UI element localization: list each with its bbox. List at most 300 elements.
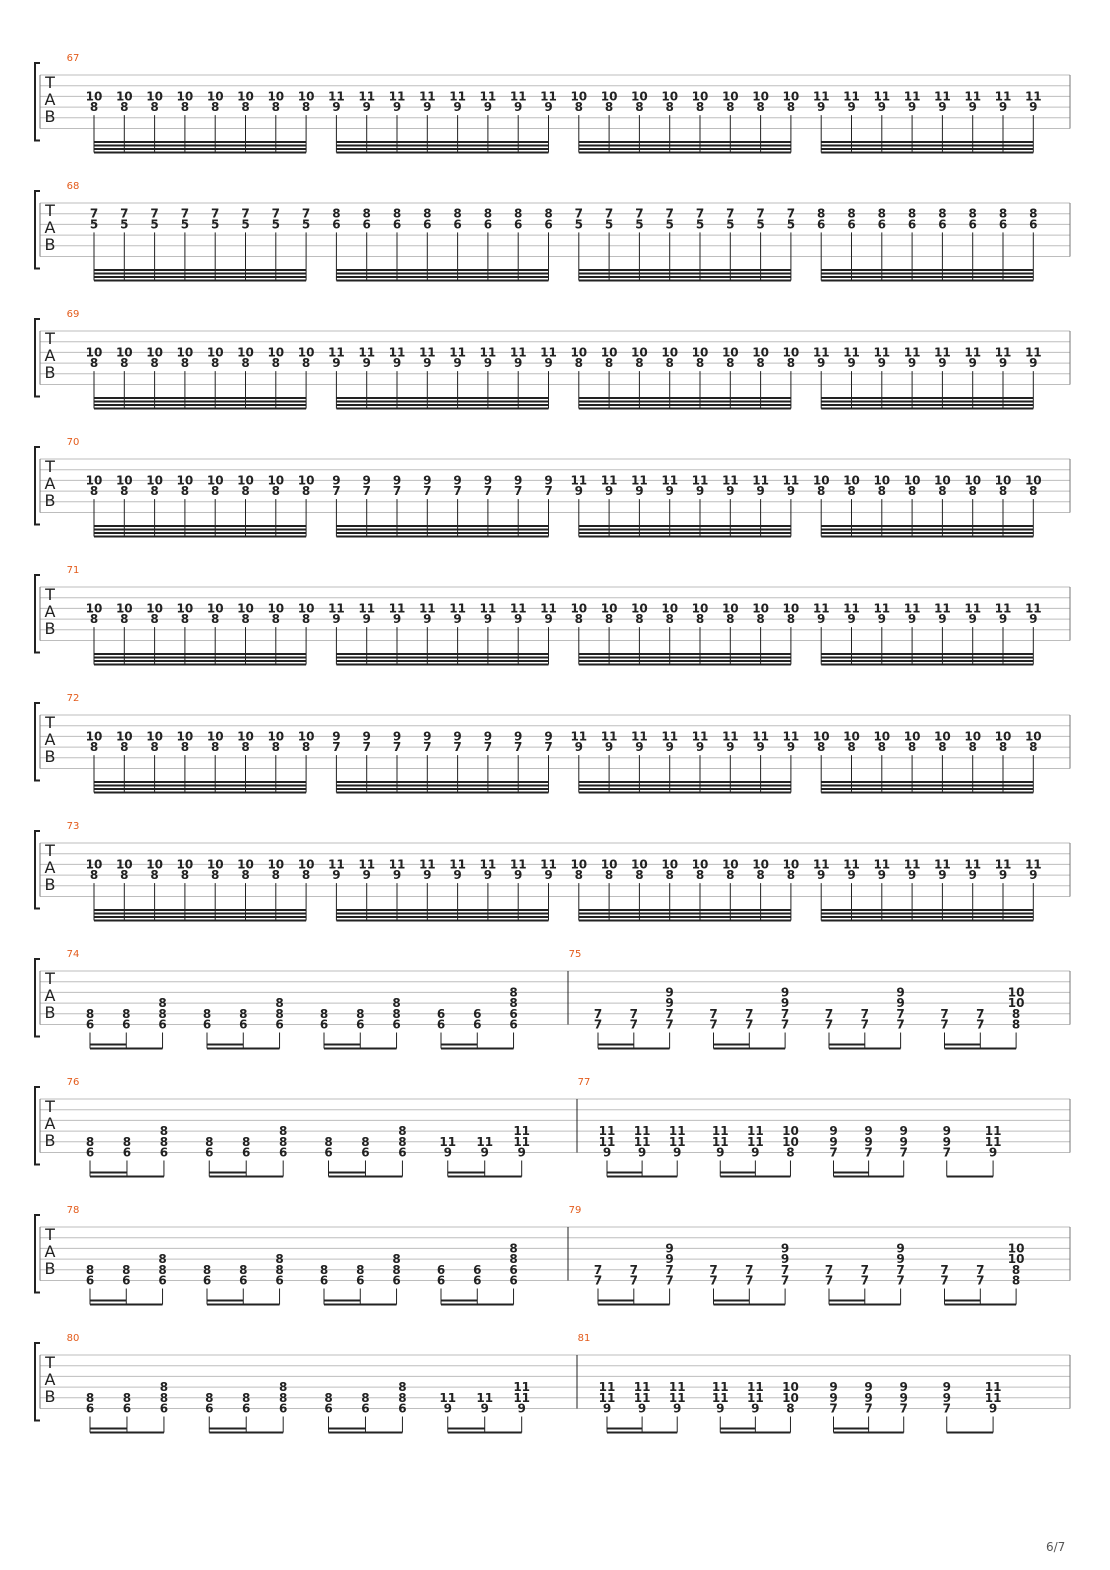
fret-number: 11 (1024, 89, 1042, 104)
fret-number: 9 (998, 612, 1008, 627)
fret-number: 9 (907, 356, 917, 371)
fret-number: 10 (782, 1124, 799, 1139)
fret-number: 8 (180, 484, 190, 499)
fret-number: 9 (847, 356, 856, 371)
fret-number: 9 (899, 1124, 908, 1139)
fret-number: 10 (631, 89, 648, 104)
fret-number: 9 (423, 612, 432, 627)
fret-number: 7 (593, 1006, 603, 1021)
fret-number: 8 (1011, 1017, 1021, 1032)
fret-number: 9 (847, 868, 856, 883)
fret-number: 8 (211, 100, 220, 115)
fret-number: 10 (752, 89, 769, 104)
fret-number: 11 (1024, 345, 1042, 360)
fret-number: 11 (418, 89, 436, 104)
fret-number: 8 (756, 868, 765, 883)
fret-number: 11 (358, 345, 376, 360)
fret-number: 9 (864, 1380, 873, 1395)
fret-number: 11 (873, 345, 891, 360)
fret-number: 10 (176, 89, 194, 104)
tab-clef-t: T (45, 713, 55, 732)
fret-number: 7 (896, 1017, 905, 1032)
fret-number: 6 (122, 1145, 132, 1160)
fret-number: 11 (782, 473, 800, 488)
fret-number: 10 (600, 345, 618, 360)
fret-number: 10 (691, 601, 709, 616)
fret-number: 8 (356, 1262, 365, 1277)
fret-number: 10 (964, 729, 982, 744)
fret-number: 6 (122, 1273, 131, 1288)
fret-number: 8 (150, 740, 159, 755)
fret-number: 10 (85, 89, 103, 104)
fret-number: 11 (747, 1124, 764, 1139)
fret-number: 9 (988, 1145, 998, 1160)
fret-number: 10 (267, 857, 285, 872)
fret-number: 8 (604, 868, 614, 883)
fret-number: 8 (635, 612, 644, 627)
fret-number: 8 (907, 740, 917, 755)
fret-number: 10 (934, 729, 951, 744)
fret-number: 9 (483, 868, 493, 883)
fret-number: 8 (398, 1390, 407, 1405)
fret-number: 7 (824, 1262, 834, 1277)
fret-number: 8 (362, 206, 371, 221)
fret-number: 8 (85, 1390, 95, 1405)
fret-number: 8 (938, 206, 947, 221)
fret-number: 8 (786, 356, 796, 371)
fret-number: 8 (202, 1006, 212, 1021)
fret-number: 8 (398, 1380, 407, 1395)
fret-number: 7 (824, 1006, 834, 1021)
fret-number: 11 (633, 1390, 651, 1405)
fret-number: 8 (242, 1134, 251, 1149)
fret-number: 8 (319, 1006, 329, 1021)
fret-number: 7 (976, 1262, 985, 1277)
fret-number: 8 (1011, 1006, 1021, 1021)
fret-number: 8 (239, 1262, 248, 1277)
fret-number: 6 (473, 1017, 482, 1032)
fret-number: 8 (150, 356, 159, 371)
page-number: 6/7 (1046, 1540, 1066, 1554)
fret-number: 9 (998, 356, 1008, 371)
fret-number: 8 (574, 356, 583, 371)
fret-number: 9 (423, 868, 432, 883)
tab-clef-b: B (44, 619, 56, 638)
fret-number: 11 (964, 601, 982, 616)
fret-number: 8 (211, 484, 220, 499)
fret-number: 9 (453, 868, 462, 883)
fret-number: 5 (786, 217, 796, 232)
fret-number: 9 (864, 1124, 873, 1139)
fret-number: 9 (423, 100, 432, 115)
fret-number: 8 (271, 484, 280, 499)
tab-clef-b: B (44, 747, 56, 766)
fret-number: 9 (907, 868, 917, 883)
fret-number: 9 (443, 1145, 452, 1160)
fret-number: 8 (392, 206, 402, 221)
fret-number: 7 (514, 740, 523, 755)
fret-number: 8 (241, 612, 250, 627)
fret-number: 10 (903, 473, 921, 488)
fret-number: 10 (267, 473, 285, 488)
fret-number: 6 (205, 1401, 214, 1416)
fret-number: 8 (423, 206, 432, 221)
tab-clef-t: T (45, 1097, 55, 1116)
fret-number: 11 (843, 345, 860, 360)
fret-number: 8 (907, 484, 917, 499)
fret-number: 10 (297, 729, 315, 744)
fret-number: 8 (938, 740, 947, 755)
fret-number: 10 (85, 729, 103, 744)
fret-number: 11 (691, 729, 709, 744)
tab-clef-b: B (44, 363, 56, 382)
fret-number: 6 (423, 217, 432, 232)
fret-number: 7 (709, 1262, 718, 1277)
fret-number: 7 (180, 206, 190, 221)
fret-number: 11 (711, 1134, 729, 1149)
tab-clef-t: T (45, 329, 55, 348)
fret-number: 10 (297, 89, 315, 104)
fret-number: 10 (297, 601, 315, 616)
fret-number: 11 (328, 89, 345, 104)
fret-number: 11 (903, 601, 921, 616)
tab-clef-t: T (45, 457, 55, 476)
fret-number: 6 (85, 1401, 95, 1416)
fret-number: 10 (843, 729, 860, 744)
fret-number: 11 (994, 345, 1012, 360)
fret-number: 10 (873, 729, 891, 744)
fret-number: 11 (513, 1134, 531, 1149)
fret-number: 9 (695, 484, 705, 499)
fret-number: 9 (574, 740, 583, 755)
fret-number: 6 (279, 1401, 288, 1416)
fret-number: 7 (483, 740, 493, 755)
fret-number: 9 (1029, 868, 1038, 883)
fret-number: 11 (903, 89, 921, 104)
fret-number: 8 (574, 100, 583, 115)
fret-number: 9 (544, 473, 553, 488)
fret-number: 11 (984, 1134, 1002, 1149)
fret-number: 9 (665, 985, 674, 1000)
fret-number: 11 (994, 601, 1012, 616)
fret-number: 9 (665, 740, 674, 755)
fret-number: 6 (275, 1273, 284, 1288)
fret-number: 8 (635, 356, 644, 371)
fret-number: 7 (574, 206, 583, 221)
fret-number: 9 (726, 484, 735, 499)
fret-number: 8 (89, 740, 99, 755)
fret-number: 7 (665, 1262, 674, 1277)
fret-number: 9 (968, 868, 977, 883)
fret-number: 7 (780, 1017, 790, 1032)
fret-number: 8 (453, 206, 462, 221)
fret-number: 8 (726, 356, 735, 371)
measure-number: 81 (577, 1333, 591, 1344)
fret-number: 10 (115, 857, 133, 872)
fret-number: 7 (940, 1006, 949, 1021)
fret-number: 8 (211, 740, 220, 755)
fret-number: 10 (570, 89, 588, 104)
fret-number: 5 (635, 217, 644, 232)
fret-number: 6 (319, 1017, 329, 1032)
fret-number: 11 (631, 729, 648, 744)
fret-number: 7 (423, 740, 432, 755)
fret-number: 8 (604, 100, 614, 115)
fret-number: 11 (570, 729, 588, 744)
fret-number: 10 (782, 345, 800, 360)
fret-number: 11 (509, 89, 527, 104)
fret-number: 9 (847, 612, 856, 627)
fret-number: 6 (205, 1145, 214, 1160)
fret-number: 8 (180, 356, 190, 371)
fret-number: 8 (726, 100, 735, 115)
fret-number: 8 (877, 206, 886, 221)
fret-number: 9 (1029, 100, 1038, 115)
fret-number: 7 (709, 1006, 718, 1021)
fret-number: 7 (392, 484, 402, 499)
fret-number: 11 (328, 857, 345, 872)
fret-number: 6 (122, 1401, 132, 1416)
fret-number: 5 (180, 217, 190, 232)
fret-number: 8 (332, 206, 341, 221)
fret-number: 8 (158, 996, 167, 1011)
fret-number: 11 (633, 1124, 651, 1139)
fret-number: 8 (665, 868, 674, 883)
fret-number: 11 (934, 857, 951, 872)
fret-number: 9 (604, 740, 614, 755)
fret-number: 8 (301, 356, 311, 371)
fret-number: 9 (332, 868, 341, 883)
fret-number: 9 (453, 356, 462, 371)
fret-number: 9 (544, 100, 553, 115)
fret-number: 8 (1011, 1273, 1021, 1288)
fret-number: 7 (604, 206, 614, 221)
measure-number: 70 (66, 437, 80, 448)
measure-number: 74 (66, 949, 80, 960)
fret-number: 7 (864, 1401, 873, 1416)
fret-number: 7 (665, 1017, 674, 1032)
fret-number: 11 (479, 857, 497, 872)
fret-number: 9 (1029, 356, 1038, 371)
fret-number: 11 (711, 1124, 729, 1139)
fret-number: 7 (241, 206, 250, 221)
fret-number: 7 (896, 1262, 905, 1277)
fret-number: 10 (631, 345, 648, 360)
fret-number: 11 (513, 1390, 531, 1405)
fret-number: 8 (180, 740, 190, 755)
fret-number: 8 (202, 1262, 212, 1277)
fret-number: 9 (637, 1145, 647, 1160)
fret-number: 6 (122, 1017, 131, 1032)
fret-number: 9 (362, 729, 371, 744)
fret-number: 8 (786, 1401, 795, 1416)
fret-number: 6 (938, 217, 947, 232)
fret-number: 7 (829, 1145, 838, 1160)
fret-number: 6 (332, 217, 341, 232)
fret-number: 11 (747, 1380, 764, 1395)
fret-number: 6 (362, 217, 371, 232)
fret-number: 10 (206, 857, 224, 872)
fret-number: 7 (120, 206, 129, 221)
fret-number: 10 (237, 473, 254, 488)
fret-number: 7 (942, 1145, 951, 1160)
fret-number: 8 (356, 1006, 365, 1021)
fret-number: 9 (877, 100, 886, 115)
fret-number: 10 (721, 857, 739, 872)
fret-number: 8 (1011, 1262, 1021, 1277)
fret-number: 11 (711, 1380, 729, 1395)
fret-number: 9 (332, 356, 341, 371)
fret-number: 8 (786, 100, 796, 115)
tab-clef-t: T (45, 73, 55, 92)
fret-number: 9 (483, 729, 493, 744)
fret-number: 10 (721, 89, 739, 104)
fret-number: 9 (817, 612, 826, 627)
tab-clef-b: B (44, 875, 56, 894)
fret-number: 8 (242, 1390, 251, 1405)
fret-number: 10 (115, 729, 133, 744)
fret-number: 8 (665, 612, 674, 627)
fret-number: 8 (122, 1390, 132, 1405)
fret-number: 8 (275, 1006, 284, 1021)
system-bracket (35, 1087, 40, 1165)
fret-number: 6 (392, 1273, 401, 1288)
fret-number: 10 (267, 601, 285, 616)
fret-number: 9 (938, 612, 947, 627)
fret-number: 11 (903, 345, 921, 360)
fret-number: 6 (473, 1006, 482, 1021)
fret-number: 9 (362, 100, 371, 115)
measure-number: 71 (66, 565, 80, 576)
fret-number: 11 (418, 857, 436, 872)
fret-number: 8 (275, 996, 284, 1011)
fret-number: 5 (301, 217, 311, 232)
tab-clef-a: A (44, 474, 56, 493)
fret-number: 9 (942, 1124, 951, 1139)
fret-number: 6 (392, 1017, 401, 1032)
fret-number: 8 (211, 868, 220, 883)
fret-number: 8 (159, 1380, 169, 1395)
fret-number: 9 (968, 356, 977, 371)
fret-number: 9 (332, 612, 341, 627)
fret-number: 11 (1024, 601, 1042, 616)
fret-number: 10 (297, 473, 315, 488)
fret-number: 8 (392, 1262, 401, 1277)
fret-number: 11 (752, 473, 769, 488)
system-bracket (35, 959, 40, 1037)
fret-number: 8 (392, 996, 401, 1011)
fret-number: 11 (388, 857, 406, 872)
fret-number: 10 (873, 473, 891, 488)
system-bracket (35, 1343, 40, 1421)
fret-number: 8 (509, 996, 518, 1011)
fret-number: 7 (695, 206, 705, 221)
fret-number: 6 (85, 1145, 95, 1160)
fret-number: 11 (476, 1134, 494, 1149)
fret-number: 8 (877, 740, 886, 755)
fret-number: 11 (747, 1390, 764, 1405)
fret-number: 8 (301, 868, 311, 883)
fret-number: 8 (180, 100, 190, 115)
system-bracket (35, 191, 40, 269)
fret-number: 6 (239, 1273, 248, 1288)
fret-number: 7 (899, 1145, 908, 1160)
fret-number: 10 (237, 345, 254, 360)
fret-number: 8 (938, 484, 947, 499)
fret-number: 9 (998, 100, 1008, 115)
fret-number: 8 (271, 356, 280, 371)
fret-number: 6 (356, 1017, 365, 1032)
fret-number: 8 (398, 1134, 407, 1149)
fret-number: 10 (146, 345, 163, 360)
fret-number: 9 (602, 1145, 612, 1160)
fret-number: 8 (159, 1390, 169, 1405)
fret-number: 6 (398, 1145, 407, 1160)
fret-number: 11 (812, 857, 830, 872)
fret-number: 9 (877, 868, 886, 883)
fret-number: 8 (665, 100, 674, 115)
fret-number: 9 (665, 996, 674, 1011)
fret-number: 9 (786, 484, 796, 499)
fret-number: 8 (817, 740, 826, 755)
fret-number: 10 (782, 857, 800, 872)
fret-number: 8 (150, 868, 159, 883)
fret-number: 6 (514, 217, 523, 232)
fret-number: 9 (673, 1401, 682, 1416)
fret-number: 8 (726, 612, 735, 627)
fret-number: 6 (85, 1273, 95, 1288)
fret-number: 11 (964, 345, 982, 360)
tab-clef-a: A (44, 1114, 56, 1133)
fret-number: 9 (602, 1401, 612, 1416)
fret-number: 8 (574, 868, 583, 883)
fret-number: 7 (635, 206, 644, 221)
fret-number: 8 (756, 612, 765, 627)
fret-number: 10 (85, 345, 103, 360)
fret-number: 11 (449, 89, 466, 104)
fret-number: 9 (423, 473, 432, 488)
fret-number: 5 (241, 217, 250, 232)
fret-number: 7 (271, 206, 280, 221)
fret-number: 9 (829, 1124, 838, 1139)
fret-number: 8 (319, 1262, 329, 1277)
fret-number: 8 (392, 1006, 401, 1021)
fret-number: 8 (89, 356, 99, 371)
fret-number: 8 (756, 356, 765, 371)
fret-number: 8 (120, 740, 129, 755)
fret-number: 8 (159, 1124, 169, 1139)
fret-number: 10 (297, 345, 315, 360)
fret-number: 11 (418, 601, 436, 616)
fret-number: 6 (392, 217, 402, 232)
fret-number: 8 (241, 100, 250, 115)
fret-number: 10 (1007, 985, 1025, 1000)
fret-number: 9 (1029, 612, 1038, 627)
fret-number: 9 (392, 100, 402, 115)
fret-number: 10 (237, 857, 254, 872)
fret-number: 6 (877, 217, 886, 232)
fret-number: 7 (940, 1262, 949, 1277)
fret-number: 9 (362, 868, 371, 883)
fret-number: 8 (604, 612, 614, 627)
fret-number: 7 (392, 740, 402, 755)
fret-number: 8 (324, 1134, 333, 1149)
fret-number: 7 (593, 1262, 603, 1277)
fret-number: 7 (726, 206, 735, 221)
fret-number: 5 (89, 217, 99, 232)
tab-clef-t: T (45, 969, 55, 988)
fret-number: 5 (695, 217, 705, 232)
